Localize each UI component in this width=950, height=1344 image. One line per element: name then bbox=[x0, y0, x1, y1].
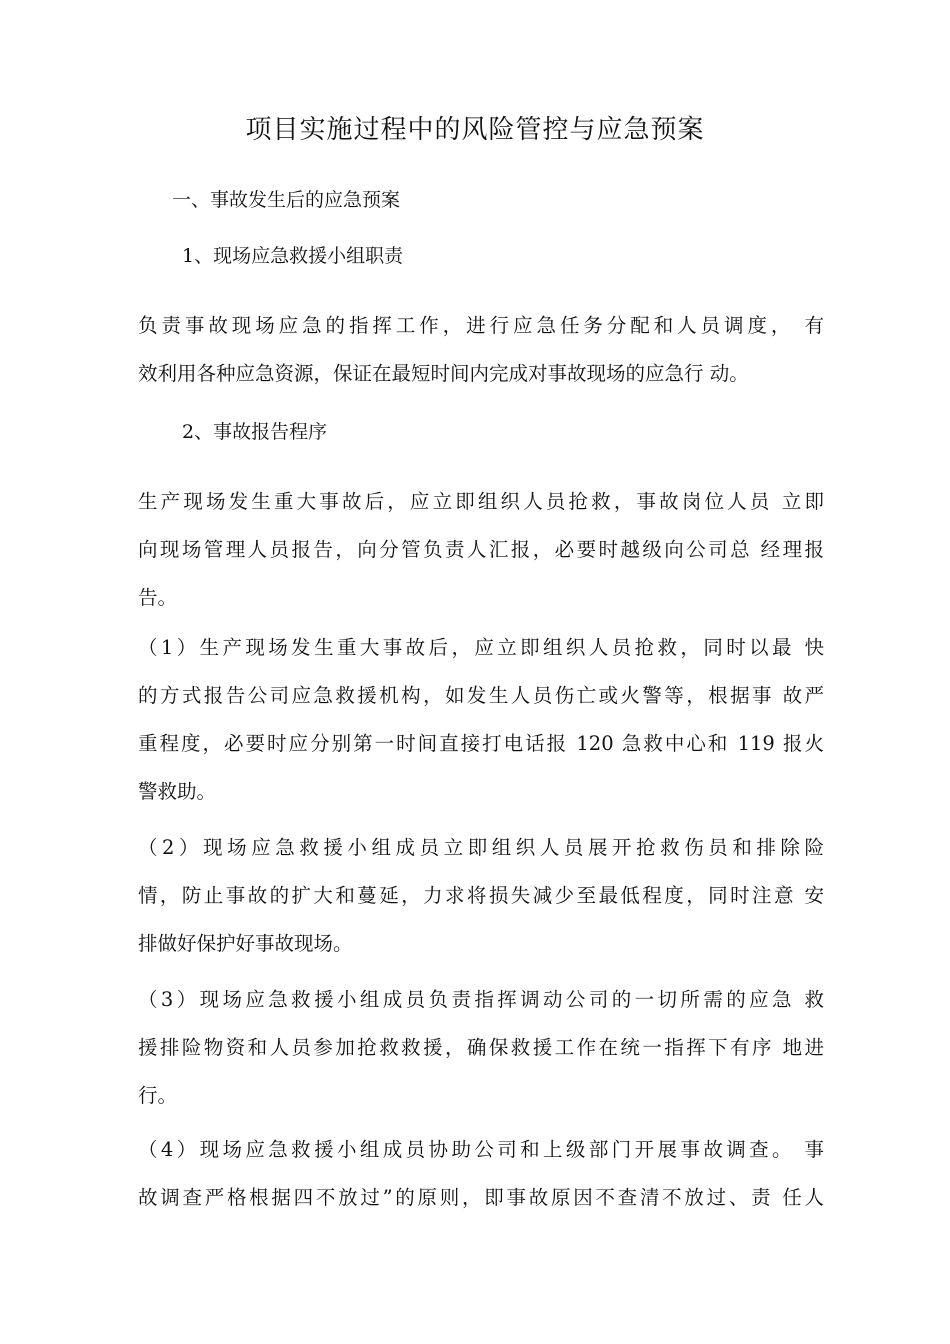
subsection-heading-rescue-team-duties: 1、现场应急救援小组职责 bbox=[182, 245, 404, 267]
paragraph-item-2 bbox=[138, 824, 824, 968]
paragraph-line: 向现场管理人员报告，向分管负责人汇报，必要时越级向公司总 经理报 bbox=[138, 538, 824, 561]
paragraph-line: 重程度，必要时应分别第一时间直接打电话报 120 急救中心和 119 报火 bbox=[138, 732, 824, 755]
paragraph-line: （2）现场应急救援小组成员立即组织人员展开抢救伤员和排除险 bbox=[138, 836, 824, 859]
paragraph-item-4 bbox=[138, 1126, 824, 1222]
paragraph-line: （3）现场应急救援小组成员负责指挥调动公司的一切所需的应急 救 bbox=[138, 988, 824, 1011]
paragraph-item-1 bbox=[138, 624, 824, 816]
section-heading-emergency-plan: 一、事故发生后的应急预案 bbox=[172, 189, 401, 211]
paragraph-line: 情，防止事故的扩大和蔓延，力求将损失减少至最低程度，同时注意 安 bbox=[138, 884, 824, 907]
paragraph-line: 排做好保护好事故现场。 bbox=[138, 932, 353, 955]
paragraph-line: 故调查严格根据四不放过”的原则，即事故原因不查清不放过、责 任人 bbox=[138, 1186, 824, 1209]
paragraph-line: （4）现场应急救援小组成员协助公司和上级部门开展事故调查。 事 bbox=[138, 1138, 824, 1161]
paragraph-line: 负责事故现场应急的指挥工作，进行应急任务分配和人员调度， 有 bbox=[138, 314, 824, 337]
paragraph-accident-reporting bbox=[138, 478, 824, 622]
document-title: 项目实施过程中的风险管控与应急预案 bbox=[245, 115, 705, 145]
paragraph-line: 告。 bbox=[138, 586, 178, 609]
paragraph-line: （1）生产现场发生重大事故后，应立即组织人员抢救，同时以最 快 bbox=[138, 636, 824, 659]
paragraph-line: 行。 bbox=[138, 1084, 178, 1107]
paragraph-line: 援排险物资和人员参加抢救救援，确保救援工作在统一指挥下有序 地进 bbox=[138, 1036, 824, 1059]
subsection-heading-accident-reporting: 2、事故报告程序 bbox=[182, 421, 328, 443]
paragraph-line: 的方式报告公司应急救援机构，如发生人员伤亡或火警等，根据事 故严 bbox=[138, 684, 824, 707]
paragraph-line: 生产现场发生重大事故后，应立即组织人员抢救，事故岗位人员 立即 bbox=[138, 490, 824, 513]
paragraph-line: 警救助。 bbox=[138, 780, 217, 803]
paragraph-rescue-team-duties bbox=[138, 302, 824, 398]
paragraph-item-3 bbox=[138, 976, 824, 1120]
paragraph-line: 效利用各种应急资源，保证在最短时间内完成对事故现场的应急行 动。 bbox=[138, 362, 749, 385]
